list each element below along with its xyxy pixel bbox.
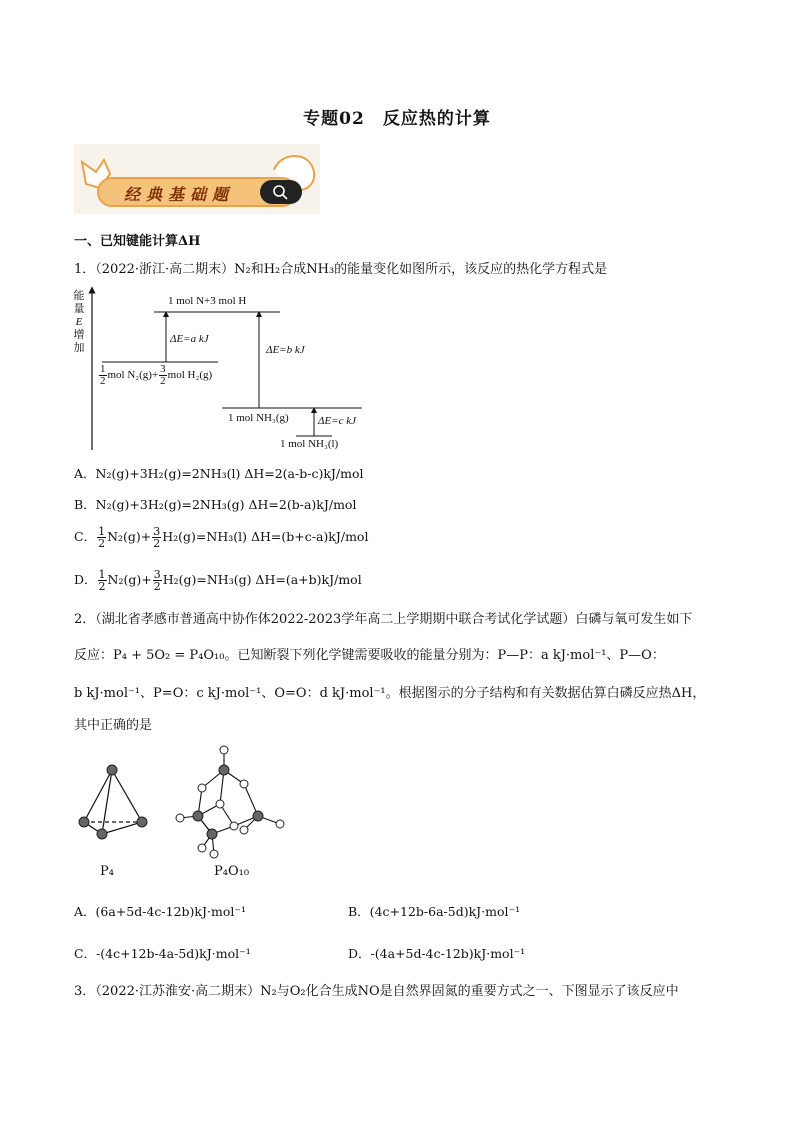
level-top-label: 1 mol N+3 mol H [168,295,247,307]
axis-label: 能 量 E 增 加 [73,290,85,354]
q1-option-b: B．N₂(g)+3H₂(g)=2NH₃(g) ΔH=2(b-a)kJ/mol [74,497,357,512]
banner-text: 经典基础题 [124,185,235,204]
q1-option-d: D． $\frac{1}{2}$ N₂(g)+ $\frac{3}{2}$ H₂(g)=NH₃(g) ΔH=(a+b)kJ/mol [74,568,362,593]
question-2-line-3: b kJ·mol⁻¹、P=O：c kJ·mol⁻¹、O=O：d kJ·mol⁻¹。根据图示的分子结构和有关数据估算白磷反应热ΔH， [74,686,706,701]
energy-diagram [70,284,370,456]
question-2-line-4: 其中正确的是 [74,718,153,733]
question-2-line-2: 反应：P₄ + 5O₂ = P₄O₁₀。已知断裂下列化学键需要吸收的能量分别为：P—P：a kJ·mol⁻¹、P—O： [74,648,665,663]
q2-option-b: B．(4c+12b-6a-5d)kJ·mol⁻¹ [348,904,521,919]
page-title: 专题02 反应热的计算 [303,109,491,129]
q2-option-c: C．-(4c+12b-4a-5d)kJ·mol⁻¹ [74,946,251,961]
molecule-figure [72,744,302,884]
delta-c-label: ΔE=c kJ [318,415,356,427]
q2-option-d: D．-(4a+5d-4c-12b)kJ·mol⁻¹ [348,946,526,961]
section-heading: 一、已知键能计算ΔH [74,234,201,249]
q1-option-c: C． $\frac{1}{2}$ N₂(g)+ $\frac{3}{2}$ H₂(g)=NH₃(l) ΔH=(b+c-a)kJ/mol [74,525,369,550]
p4o10-label: P₄O₁₀ [214,864,250,879]
p4-label: P₄ [100,864,114,879]
level-liquid-label: 1 mol NH₃(l) [280,438,339,450]
molecule-structures [72,744,302,864]
q2-option-a: A．(6a+5d-4c-12b)kJ·mol⁻¹ [74,904,246,919]
question-3-stem: 3．（2022·江苏淮安·高二期末）N₂与O₂化合生成NO是自然界固氮的重要方式之一、下图显示了该反应中 [74,984,679,999]
section-banner [74,144,320,214]
q1-option-a: A．N₂(g)+3H₂(g)=2NH₃(l) ΔH=2(a-b-c)kJ/mol [74,466,364,481]
level-mid-label: $\frac{1}{2}$ mol N₂(g)+ $\frac{3}{2}$ mol H₂(g) [100,363,213,387]
level-gas-label: 1 mol NH₃(g) [228,412,289,424]
question-1-stem: 1．（2022·浙江·高二期末）N₂和H₂合成NH₃的能量变化如图所示，该反应的热化学方程式是 [74,262,608,277]
delta-b-label: ΔE=b kJ [266,344,305,356]
delta-a-label: ΔE=a kJ [170,333,209,345]
question-2-line-1: 2．（湖北省孝感市普通高中协作体2022-2023学年高二上学期期中联合考试化学试题）白磷与氧可发生如下 [74,612,693,627]
